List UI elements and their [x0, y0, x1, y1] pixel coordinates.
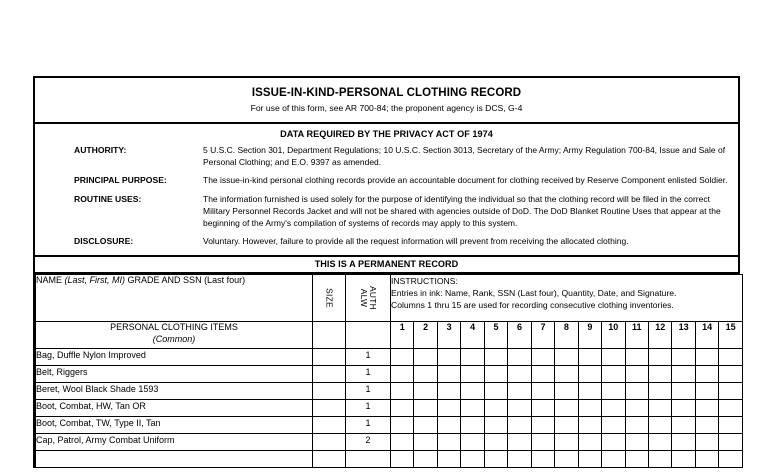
- inventory-cell[interactable]: [508, 451, 531, 468]
- inventory-cell[interactable]: [555, 417, 578, 434]
- clothing-item-name: Bag, Duffle Nylon Improved: [36, 349, 313, 366]
- privacy-row-authority: [41, 145, 732, 168]
- auth-allowance-cell: 1: [346, 366, 391, 383]
- inventory-cell[interactable]: [625, 366, 648, 383]
- inventory-cell[interactable]: [508, 434, 531, 451]
- inventory-col-header-11: 11: [625, 322, 648, 349]
- clothing-item-name: Boot, Combat, TW, Type II, Tan: [36, 417, 313, 434]
- inventory-cell[interactable]: [484, 417, 507, 434]
- inventory-cell[interactable]: [531, 383, 554, 400]
- inventory-cell[interactable]: [672, 417, 695, 434]
- inventory-cell[interactable]: [648, 400, 671, 417]
- inventory-cell[interactable]: [437, 349, 460, 366]
- privacy-label-authority: AUTHORITY:: [74, 144, 127, 155]
- privacy-text-routine-uses: The information furnished is used solely for the purpose of identifying the individual so that the clothing record will be filed in the correct Military Personnel Records Jacket and will not be shared with agencies outside of DoD. The DoD Blanket Routine Uses that appear at the beginning of the Army's compilation of systems of records may apply to this system.: [203, 194, 721, 228]
- inventory-cell[interactable]: [484, 434, 507, 451]
- clothing-item-name: Boot, Combat, HW, Tan OR: [36, 400, 313, 417]
- inventory-cell[interactable]: [695, 349, 718, 366]
- inventory-cell[interactable]: [508, 349, 531, 366]
- inventory-cell[interactable]: [672, 383, 695, 400]
- inventory-cell[interactable]: [461, 383, 484, 400]
- name-header-italic: (Last, First, MI): [64, 275, 126, 285]
- inventory-cell[interactable]: [508, 383, 531, 400]
- inventory-cell[interactable]: [437, 434, 460, 451]
- clothing-record-table: [35, 274, 743, 468]
- inventory-cell[interactable]: [437, 451, 460, 468]
- inventory-cell[interactable]: [672, 349, 695, 366]
- inventory-col-header-12: 12: [648, 322, 671, 349]
- inventory-cell[interactable]: [391, 434, 414, 451]
- privacy-row-principal-purpose: [41, 175, 732, 187]
- size-input-cell[interactable]: [313, 400, 346, 417]
- inventory-cell[interactable]: [602, 451, 625, 468]
- instructions-cell: [391, 275, 743, 322]
- privacy-label-routine-uses: ROUTINE USES:: [74, 194, 142, 205]
- inventory-cell[interactable]: [555, 349, 578, 366]
- table-header-row: [36, 275, 743, 322]
- inventory-cell[interactable]: [602, 366, 625, 383]
- auth-allowance-cell: 2: [346, 434, 391, 451]
- inventory-cell[interactable]: [414, 434, 437, 451]
- inventory-cell[interactable]: [484, 383, 507, 400]
- inventory-cell[interactable]: [719, 383, 743, 400]
- inventory-cell[interactable]: [531, 417, 554, 434]
- instructions-line-2: Columns 1 thru 15 are used for recording consecutive clothing inventories.: [391, 300, 674, 311]
- size-input-cell[interactable]: [313, 417, 346, 434]
- inventory-cell[interactable]: [625, 417, 648, 434]
- name-header-tail: GRADE AND SSN (Last four): [127, 275, 246, 285]
- inventory-cell[interactable]: [648, 434, 671, 451]
- inventory-cell[interactable]: [391, 383, 414, 400]
- inventory-cell[interactable]: [695, 451, 718, 468]
- inventory-cell[interactable]: [461, 451, 484, 468]
- inventory-cell[interactable]: [719, 417, 743, 434]
- privacy-text-disclosure: Voluntary. However, failure to provide all the request information will prevent from receiving the allocated clothing.: [203, 236, 629, 247]
- inventory-cell[interactable]: [719, 451, 743, 468]
- form-title: ISSUE-IN-KIND-PERSONAL CLOTHING RECORD: [251, 87, 522, 99]
- inventory-cell[interactable]: [437, 366, 460, 383]
- privacy-act-heading: DATA REQUIRED BY THE PRIVACY ACT OF 1974: [280, 128, 493, 139]
- inventory-cell[interactable]: [531, 366, 554, 383]
- table-row: [36, 417, 743, 434]
- inventory-cell[interactable]: [625, 349, 648, 366]
- inventory-cell[interactable]: [414, 451, 437, 468]
- privacy-text-authority: 5 U.S.C. Section 301, Department Regulations; 10 U.S.C. Section 3013, Secretary of the Army; Army Regulation 700-84, Issue and Sale of Personal Clothing; and E.O. 9397 as amended.: [203, 144, 726, 167]
- inventory-cell[interactable]: [648, 383, 671, 400]
- inventory-cell[interactable]: [391, 451, 414, 468]
- inventory-cell[interactable]: [695, 383, 718, 400]
- inventory-cell[interactable]: [414, 417, 437, 434]
- size-input-cell[interactable]: [313, 349, 346, 366]
- privacy-row-routine-uses: [41, 194, 732, 229]
- inventory-cell[interactable]: [672, 451, 695, 468]
- inventory-col-header-9: 9: [578, 322, 601, 349]
- inventory-cell[interactable]: [672, 400, 695, 417]
- inventory-cell[interactable]: [695, 366, 718, 383]
- table-row: [36, 349, 743, 366]
- inventory-cell[interactable]: [531, 349, 554, 366]
- auth-allowance-cell: 1: [346, 400, 391, 417]
- inventory-cell[interactable]: [414, 349, 437, 366]
- inventory-cell[interactable]: [719, 366, 743, 383]
- inventory-cell[interactable]: [625, 434, 648, 451]
- size-header-label: SIZE: [324, 288, 335, 308]
- inventory-cell[interactable]: [391, 366, 414, 383]
- inventory-cell[interactable]: [648, 451, 671, 468]
- inventory-col-header-15: 15: [719, 322, 743, 349]
- auth-alw-header-label: AUTH ALW: [359, 286, 379, 310]
- inventory-cell[interactable]: [602, 400, 625, 417]
- inventory-cell[interactable]: [508, 366, 531, 383]
- privacy-act-block: [35, 124, 738, 257]
- name-grade-ssn-field[interactable]: [36, 275, 313, 322]
- inventory-cell[interactable]: [648, 349, 671, 366]
- items-header-sub: (Common): [152, 333, 196, 344]
- inventory-cell[interactable]: [695, 434, 718, 451]
- size-input-cell[interactable]: [313, 451, 346, 468]
- inventory-cell[interactable]: [719, 434, 743, 451]
- form-frame: [33, 76, 740, 468]
- table-row: [36, 383, 743, 400]
- inventory-cell[interactable]: [461, 349, 484, 366]
- inventory-col-header-1: 1: [391, 322, 414, 349]
- auth-allowance-cell: 1: [346, 383, 391, 400]
- privacy-label-principal-purpose: PRINCIPAL PURPOSE:: [74, 175, 167, 186]
- inventory-col-header-6: 6: [508, 322, 531, 349]
- size-column-header: [313, 275, 346, 322]
- inventory-col-header-10: 10: [602, 322, 625, 349]
- name-header-label: NAME: [36, 275, 63, 285]
- inventory-cell[interactable]: [719, 349, 743, 366]
- inventory-col-header-7: 7: [531, 322, 554, 349]
- inventory-cell[interactable]: [648, 417, 671, 434]
- inventory-col-header-5: 5: [484, 322, 507, 349]
- table-row: [36, 400, 743, 417]
- inventory-cell[interactable]: [672, 434, 695, 451]
- inventory-cell[interactable]: [672, 366, 695, 383]
- inventory-cell[interactable]: [555, 451, 578, 468]
- inventory-cell[interactable]: [555, 434, 578, 451]
- inventory-cell[interactable]: [391, 400, 414, 417]
- inventory-col-header-2: 2: [414, 322, 437, 349]
- clothing-item-name: [36, 451, 313, 468]
- inventory-cell[interactable]: [578, 451, 601, 468]
- clothing-item-name: Cap, Patrol, Army Combat Uniform: [36, 434, 313, 451]
- inventory-cell[interactable]: [578, 434, 601, 451]
- inventory-cell[interactable]: [484, 400, 507, 417]
- form-title-block: [35, 78, 738, 124]
- inventory-col-header-4: 4: [461, 322, 484, 349]
- inventory-cell[interactable]: [414, 400, 437, 417]
- inventory-cell[interactable]: [461, 400, 484, 417]
- inventory-cell[interactable]: [625, 383, 648, 400]
- inventory-cell[interactable]: [555, 366, 578, 383]
- inventory-cell[interactable]: [484, 366, 507, 383]
- inventory-cell[interactable]: [625, 451, 648, 468]
- inventory-cell[interactable]: [461, 434, 484, 451]
- clothing-item-name: Belt, Riggers: [36, 366, 313, 383]
- inventory-cell[interactable]: [484, 349, 507, 366]
- inventory-cell[interactable]: [695, 400, 718, 417]
- inventory-cell[interactable]: [508, 400, 531, 417]
- inventory-cell[interactable]: [414, 366, 437, 383]
- inventory-cell[interactable]: [602, 434, 625, 451]
- inventory-cell[interactable]: [555, 383, 578, 400]
- inventory-cell[interactable]: [602, 383, 625, 400]
- items-header-main: PERSONAL CLOTHING ITEMS: [110, 322, 238, 332]
- inventory-cell[interactable]: [531, 451, 554, 468]
- inventory-cell[interactable]: [695, 417, 718, 434]
- privacy-label-disclosure: DISCLOSURE:: [74, 236, 134, 247]
- inventory-cell[interactable]: [484, 451, 507, 468]
- auth-allowance-cell: 1: [346, 349, 391, 366]
- inventory-cell[interactable]: [437, 417, 460, 434]
- auth-allowance-cell: [346, 451, 391, 468]
- size-input-cell[interactable]: [313, 383, 346, 400]
- size-input-cell[interactable]: [313, 366, 346, 383]
- inventory-cell[interactable]: [602, 349, 625, 366]
- size-input-cell[interactable]: [313, 434, 346, 451]
- inventory-col-header-3: 3: [437, 322, 460, 349]
- auth-alw-column-header: [346, 275, 391, 322]
- inventory-cell[interactable]: [508, 417, 531, 434]
- inventory-cell[interactable]: [414, 383, 437, 400]
- inventory-cell[interactable]: [578, 400, 601, 417]
- inventory-cell[interactable]: [461, 417, 484, 434]
- items-header-row: [36, 322, 743, 349]
- inventory-cell[interactable]: [602, 417, 625, 434]
- inventory-cell[interactable]: [719, 400, 743, 417]
- inventory-cell[interactable]: [578, 366, 601, 383]
- instructions-line-1: Entries in ink: Name, Rank, SSN (Last four), Quantity, Date, and Signature.: [391, 288, 677, 299]
- inventory-cell[interactable]: [531, 400, 554, 417]
- inventory-cell[interactable]: [437, 383, 460, 400]
- table-row: [36, 451, 743, 468]
- personal-clothing-items-header: [36, 322, 313, 349]
- inventory-cell[interactable]: [578, 383, 601, 400]
- inventory-col-header-8: 8: [555, 322, 578, 349]
- form-subtitle: For use of this form, see AR 700-84; the proponent agency is DCS, G-4: [250, 103, 523, 114]
- permanent-record-banner: THIS IS A PERMANENT RECORD: [35, 257, 738, 274]
- inventory-cell[interactable]: [648, 366, 671, 383]
- clothing-item-name: Beret, Wool Black Shade 1593: [36, 383, 313, 400]
- instructions-title: INSTRUCTIONS:: [391, 276, 458, 286]
- inventory-col-header-13: 13: [672, 322, 695, 349]
- size-header-spacer: [313, 322, 346, 349]
- inventory-cell[interactable]: [578, 417, 601, 434]
- inventory-col-header-14: 14: [695, 322, 718, 349]
- inventory-cell[interactable]: [391, 417, 414, 434]
- table-row: [36, 366, 743, 383]
- table-row: [36, 434, 743, 451]
- privacy-row-disclosure: [41, 236, 732, 248]
- privacy-text-principal-purpose: The issue-in-kind personal clothing records provide an accountable document for clothing received by Reserve Component enlisted Soldier.: [203, 175, 728, 186]
- inventory-cell[interactable]: [578, 349, 601, 366]
- auth-header-spacer: [346, 322, 391, 349]
- inventory-cell[interactable]: [391, 349, 414, 366]
- inventory-cell[interactable]: [531, 434, 554, 451]
- inventory-cell[interactable]: [461, 366, 484, 383]
- auth-allowance-cell: 1: [346, 417, 391, 434]
- inventory-cell[interactable]: [625, 400, 648, 417]
- inventory-cell[interactable]: [437, 400, 460, 417]
- inventory-cell[interactable]: [555, 400, 578, 417]
